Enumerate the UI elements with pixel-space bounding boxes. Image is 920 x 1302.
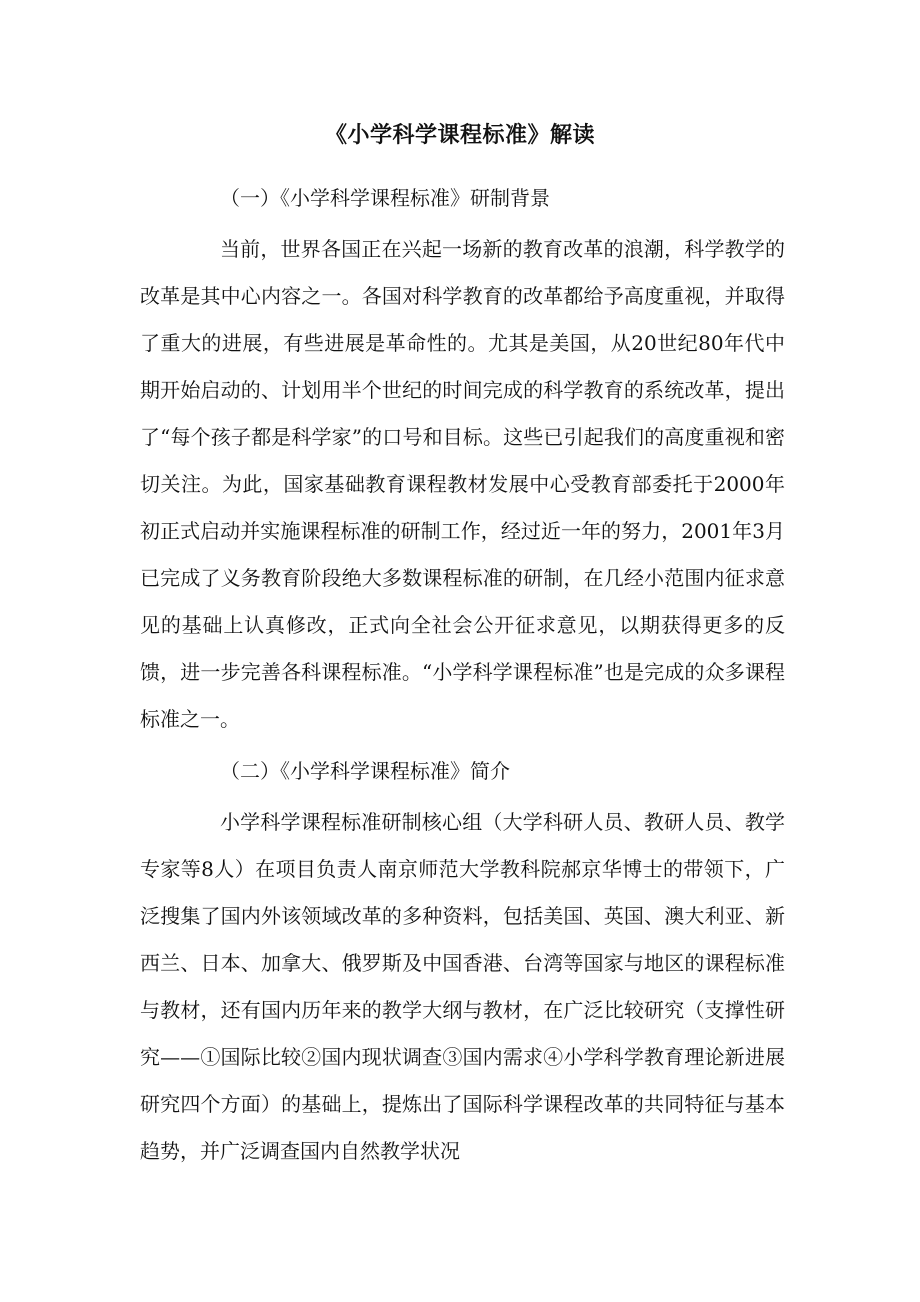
document-title: 《小学科学课程标准》解读 [324, 123, 595, 148]
document-body [140, 170, 785, 1175]
section-heading-background: （一）《小学科学课程标准》研制背景 [220, 186, 550, 210]
section-heading-introduction: （二）《小学科学课程标准》简介 [220, 759, 510, 783]
paragraph-background: 当前，世界各国正在兴起一场新的教育改革的浪潮，科学教学的改革是其中心内容之一。各国对科学教育的改革都给予高度重视，并取得了重大的进展，有些进展是革命性的。尤其是美国，从20世纪80年代中期开始启动的、计划用半个世纪的时间完成的科学教育的系统改革，提出了“每个孩子都是科学家”的口号和目标。这些已引起我们的高度重视和密切关注。为此，国家基础教育课程教材发展中心受教育部委托于2000年初正式启动并实施课程标准的研制工作，经过近一年的努力，2001年3月已完成了义务教育阶段绝大多数课程标准的研制，在几经小范围内征求意见的基础上认真修改，正式向全社会公开征求意见，以期获得更多的反馈，进一步完善各科课程标准。“小学科学课程标准”也是完成的众多课程标准之一。 [140, 237, 785, 731]
paragraph-introduction: 小学科学课程标准研制核心组（大学科研人员、教研人员、教学专家等8人）在项目负责人南京师范大学教科院郝京华博士的带领下，广泛搜集了国内外该领域改革的多种资料，包括美国、英国、澳大利亚、新西兰、日本、加拿大、俄罗斯及中国香港、台湾等国家与地区的课程标准与教材，还有国内历年来的教学大纲与教材，在广泛比较研究（支撑性研究——①国际比较②国内现状调查③国内需求④小学科学教育理论新进展研究四个方面）的基础上，提炼出了国际科学课程改革的共同特征与基本趋势，并广泛调查国内自然教学状况 [140, 810, 785, 1163]
